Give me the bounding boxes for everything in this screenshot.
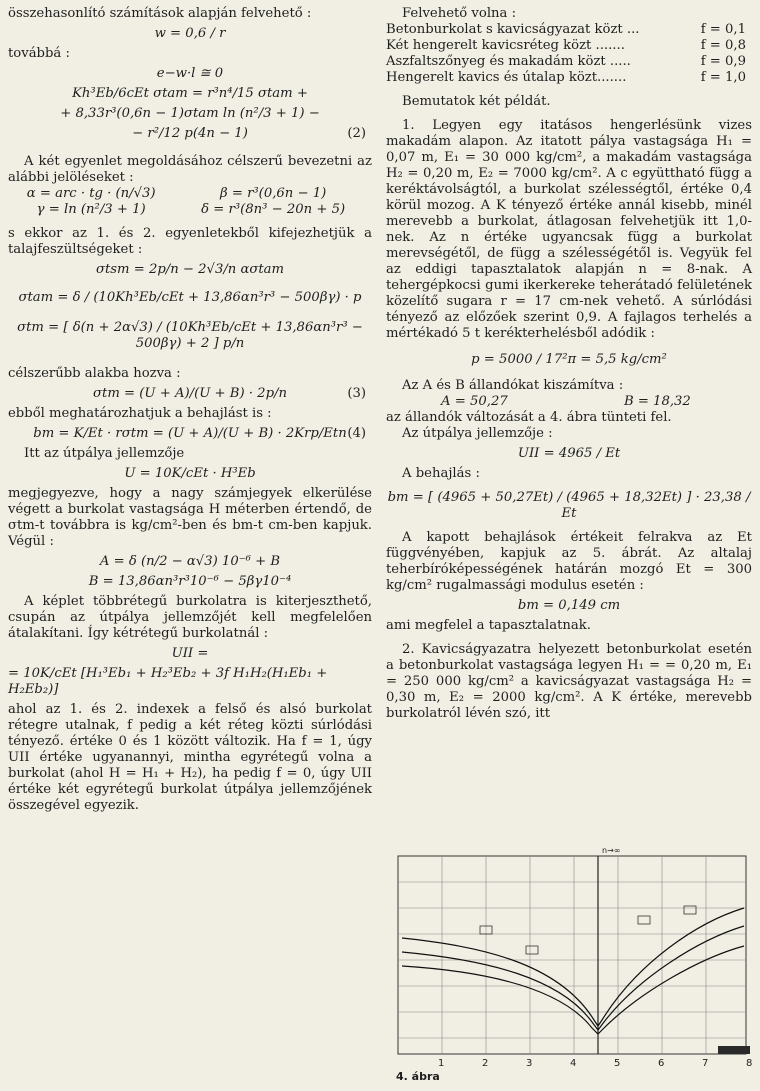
equation-U: U = 10K/cEt · H³Eb [124,466,256,481]
constants-table [386,394,752,410]
equation-2-line2: + 8,33r³(0,6n − 1)σtam ln (n²/3 + 1) − [60,106,320,121]
friction-value: f = 1,0 [700,70,746,85]
friction-value: f = 0,8 [700,38,746,53]
paragraph: Az útpálya jellemzője : [402,426,553,441]
figure-ticks [438,1058,752,1068]
paragraph: összehasonlító számítások alapján felvehető : [8,6,312,21]
definition-alpha: α = arc · tg · (n/√3) [26,186,156,201]
paragraph: A képlet többrétegű burkolatra is kiterjeszthető, csupán az útpálya jellemzőjét kell megfelelően átalakítani. Így kétrétegű burkolatnál : [8,594,372,641]
friction-label: Aszfaltszőnyeg és makadám közt ..... [386,54,631,69]
friction-row [386,38,752,54]
figure-4-plot [388,842,752,1068]
printer-mark [718,1046,750,1054]
paragraph: A kapott behajlások értékeit felrakva az Et függvényében, kapjuk az 5. ábrát. Az altalaj teherbíróképességének határán mozgó Et = 300 kg/cm² rugalmassági modulus esetén : [386,530,752,593]
paragraph: továbbá : [8,46,70,61]
paragraph: ami megfelel a tapasztalatnak. [386,618,591,633]
constant-B: B = 18,32 [623,394,691,409]
equation-2-line1: Kh³Eb/6cEt σtam = r³n⁴/15 σtam + [72,86,308,101]
definition-gamma: γ = ln (n²/3 + 1) [36,202,146,217]
equation-UII: UII = 4965 / Et [517,446,621,461]
friction-label: Két hengerelt kavicsréteg közt ....... [386,38,625,53]
equation-number: (3) [347,386,366,401]
figure-hatch [480,906,696,954]
figure-4 [388,842,752,1080]
equation-tam: σtam = δ / (10Kh³Eb/cEt + 13,86αn³r³ − 500βγ) · p [18,290,362,305]
friction-label: Hengerelt kavics és útalap közt....... [386,70,627,85]
figure-tick-label: 8 [746,1058,752,1068]
definition-beta: β = r³(0,6n − 1) [220,186,327,201]
paragraph: Itt az útpálya jellemzője [24,446,185,461]
figure-tick-label: 5 [614,1058,621,1068]
equation-UII-label: UII = [171,646,209,661]
friction-value: f = 0,1 [700,22,746,37]
paragraph: ebből meghatározhatjuk a behajlást is : [8,406,272,421]
paragraph: megjegyezve, hogy a nagy számjegyek elkerülése végett a burkolat vastagsága H méterben értendő, de σtm-t továbbra is kg/cm²-ben és bm-t cm-ben kapjuk. Végül : [8,486,372,549]
equation-4-body: bm = K/Et · rσtm = (U + A)/(U + B) · 2Krp/Etn [33,426,347,441]
equation-tsm: σtsm = 2p/n − 2√3/n ασtam [95,262,285,277]
paragraph: A két egyenlet megoldásához célszerű bevezetni az alábbi jelöléseket : [8,154,372,185]
figure-tick-label: 3 [526,1058,533,1068]
friction-label: Betonburkolat s kavicságyazat közt ... [386,22,640,37]
friction-row [386,54,752,70]
figure-axis-label: n→∞ [602,846,621,855]
equation-bm-value: bm = 0,149 cm [517,598,621,613]
equation-p: p = 5000 / 17²π = 5,5 kg/cm² [471,352,667,367]
equation-3 [8,386,372,402]
figure-curve-2 [402,926,744,1030]
equation-bm: bm = [ (4965 + 50,27Et) / (4965 + 18,32Et) ] · 23,38 / Et [387,490,751,521]
paragraph: Felvehető volna : [402,6,517,21]
equation-B: B = 13,86αn³r³10⁻⁶ − 5βγ10⁻⁴ [88,574,292,589]
equation-number: (2) [347,126,366,141]
equation-UII: = 10K/cEt [H₁³Eb₁ + H₂³Eb₂ + 3f H₁H₂(H₁Eb₁ + H₂Eb₂)] [8,666,328,697]
equation-approx: e−w·l ≅ 0 [156,66,224,81]
paragraph: s ekkor az 1. és 2. egyenletekből kifejezhetjük a talajfeszültségeket : [8,226,372,257]
equation-4 [8,426,372,442]
paragraph: 1. Legyen egy itatásos hengerlésünk vizes makadám alapon. Az itatott pálya vastagsága H₁ = 0,07 m, E₁ = 30 000 kg/cm², a makadám vastagsága H₂ = 0,20 m, E₂ = 7000 kg/cm². A c együttható függ a keréktávolságtól, a burkolat szélességtől, értéke 0,4 körül mozog. A K tényező értéke annál kisebb, minél merevebb a burkolat, átlagosan felvehetjük itt 1,0-nek. Az n értéke ugyancsak függ a burkolat merevségétől, de függ a szélességétől is. Vegyük fel az eddigi tapasztalatok alapján n = 8-nak. A tehergépkocsi gumi ikerkereke teherátadó felületének közelítő sugara r = 17 cm-nek vehető. A súrlódási tényező az előzőek szerint 0,9. A fajlagos terhelés a mértékadó 5 t kerékterhelésből adódik : [386,118,752,341]
equation-tm: σtm = [ δ(n + 2α√3) / (10Kh³Eb/cEt + 13,86αn³r³ − 500βγ) + 2 ] p/n [17,320,363,351]
friction-value: f = 0,9 [700,54,746,69]
figure-tick-label: 2 [482,1058,489,1068]
figure-tick-label: 7 [702,1058,709,1068]
figure-tick-label: 6 [658,1058,665,1068]
friction-table [386,22,752,86]
constant-A: A = 50,27 [441,394,508,409]
equation-A: A = δ (n/2 − α√3) 10⁻⁶ + B [99,554,281,569]
figure-tick-label: 4 [570,1058,577,1068]
paragraph: az állandók változását a 4. ábra tünteti fel. [386,410,672,425]
figure-curves [402,908,744,1034]
figure-curve-3 [402,946,744,1034]
figure-caption: 4. ábra [396,1070,440,1083]
left-column [8,6,372,814]
figure-curve-1 [402,908,744,1026]
definition-delta: δ = r³(8n³ − 20n + 5) [201,202,346,217]
right-column [386,6,752,722]
equation-number: (4) [347,426,366,441]
paragraph: Bemutatok két példát. [402,94,551,109]
equation-2-body: − r²/12 p(4n − 1) [132,126,248,141]
paragraph: ahol az 1. és 2. indexek a felső és alsó burkolat rétegre utalnak, f pedig a két réteg közti súrlódási tényező. értéke 0 és 1 között változik. Ha f = 1, úgy UII értéke ugyanannyi, mintha egyrétegű volna a burkolat (ahol H = H₁ + H₂), ha pedig f = 0, úgy UII értéke két egyrétegű burkolat útpálya jellemzőjének összegével egyezik. [8,702,372,813]
figure-tick-label: 1 [438,1058,445,1068]
equation-3-body: σtm = (U + A)/(U + B) · 2p/n [93,386,287,401]
definitions-table [8,186,372,218]
friction-row [386,22,752,38]
figure-grid [398,856,746,1054]
paragraph: célszerűbb alakba hozva : [8,366,181,381]
friction-row [386,70,752,86]
paragraph: Az A és B állandókat kiszámítva : [402,378,624,393]
equation-w: w = 0,6 / r [154,26,226,41]
paragraph: A behajlás : [402,466,480,481]
figure-frame [398,856,746,1054]
equation-2-line3 [8,126,372,142]
paragraph: 2. Kavicságyazatra helyezett betonburkolat esetén a betonburkolat vastagsága legyen H₁ = = 0,20 m, E₁ = 250 000 kg/cm² a kavicságyazat vastagsága H₂ = 0,30 m, E₂ = 2000 kg/cm². A K értéke, merevebb burkolatról lévén szó, itt [386,642,752,721]
